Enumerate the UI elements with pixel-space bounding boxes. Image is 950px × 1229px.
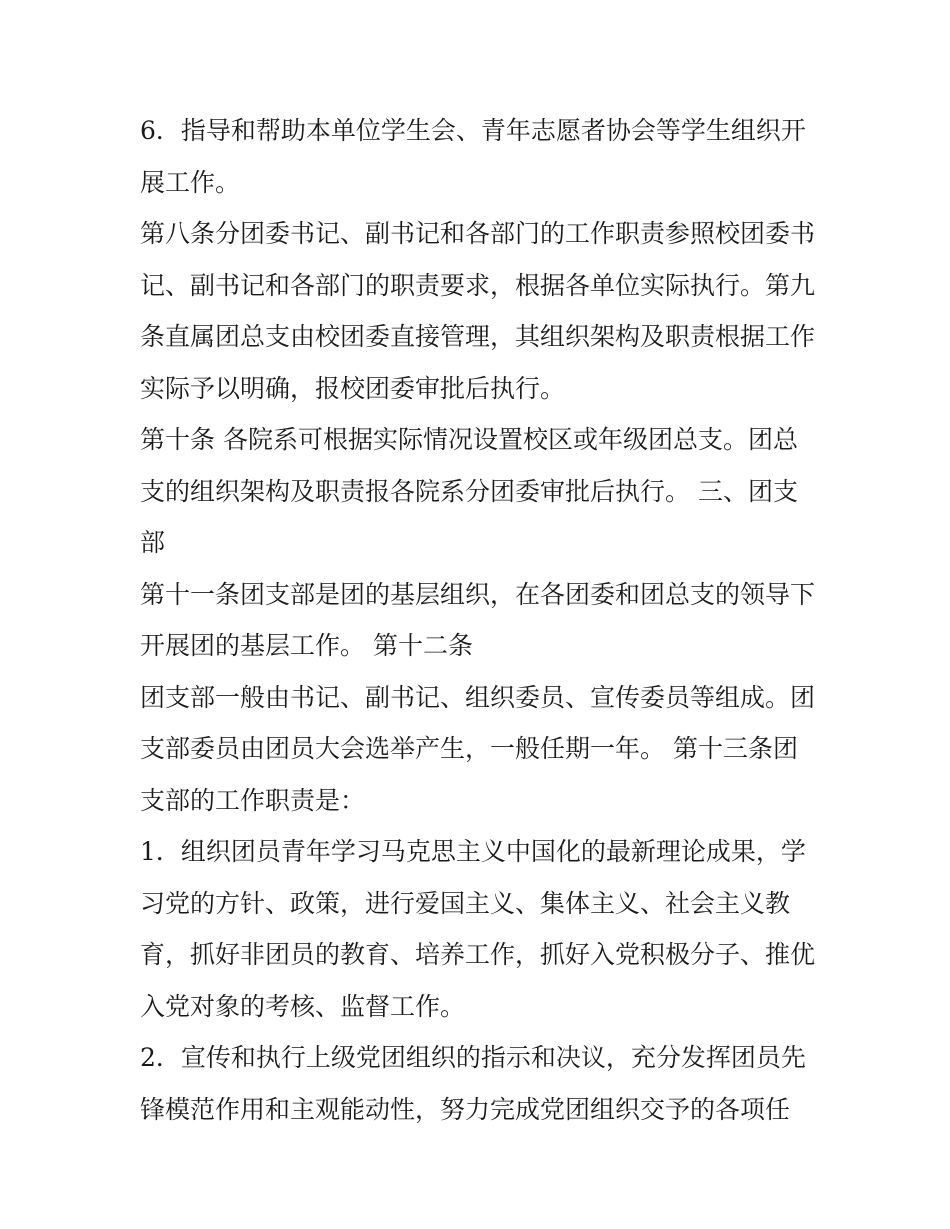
article-8-9-paragraph: 第八条分团委书记、副书记和各部门的工作职责参照校团委书记、副书记和各部门的职责要求，根据各单位实际执行。第九条直属团总支由校团委直接管理，其组织架构及职责根据工作实际予以明确，报校团委审批后执行。 bbox=[140, 219, 816, 403]
paragraph-item-6: 6．指导和帮助本单位学生会、青年志愿者协会等学生组织开展工作。 bbox=[140, 116, 806, 197]
paragraph-item-2: 2．宣传和执行上级党团组织的指示和决议，充分发挥团员先锋模范作用和主观能动性，努力完成党团组织交予的各项任 bbox=[140, 1043, 806, 1124]
article-12-13-paragraph: 团支部一般由书记、副书记、组织委员、宣传委员等组成。团支部委员由团员大会选举产生，一般任期一年。 第十三条团支部的工作职责是： bbox=[140, 682, 816, 815]
paragraph-item-1: 1．组织团员青年学习马克思主义中国化的最新理论成果，学习党的方针、政策，进行爱国主义、集体主义、社会主义教育，抓好非团员的教育、培养工作，抓好入党积极分子、推优入党对象的考核、监督工作。 bbox=[140, 837, 816, 1021]
article-10-paragraph: 第十条 各院系可根据实际情况设置校区或年级团总支。团总支的组织架构及职责报各院系分团委审批后执行。 三、团支部 bbox=[140, 425, 798, 557]
article-11-12-paragraph: 第十一条团支部是团的基层组织，在各团委和团总支的领导下开展团的基层工作。 第十二条 bbox=[140, 579, 816, 660]
document-body bbox=[140, 105, 820, 1135]
